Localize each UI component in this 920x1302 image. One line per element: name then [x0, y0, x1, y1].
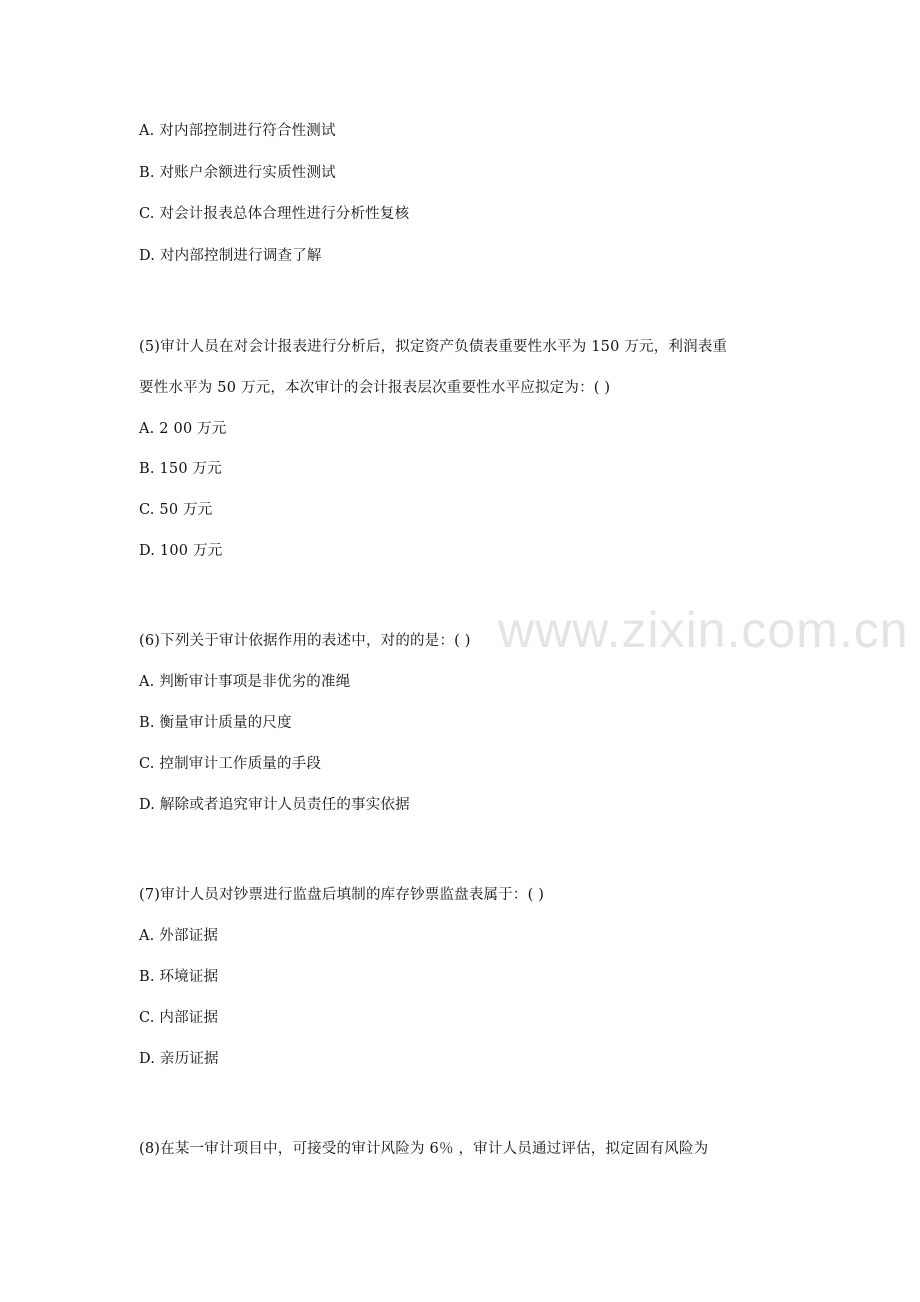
- q7-option-a: A. 外部证据: [139, 928, 219, 944]
- q5-stem-line2: 要性水平为 50 万元，本次审计的会计报表层次重要性水平应拟定为：( ): [139, 380, 611, 396]
- q5-option-a: A. 2 00 万元: [139, 421, 227, 437]
- q5-option-d: D. 100 万元: [139, 543, 223, 559]
- q6-option-c: C. 控制审计工作质量的手段: [139, 756, 322, 772]
- q6-option-b: B. 衡量审计质量的尺度: [139, 715, 292, 731]
- q5-option-b: B. 150 万元: [139, 461, 222, 477]
- q8-stem-line1: (8)在某一审计项目中，可接受的审计风险为 6％ ，审计人员通过评估，拟定固有风险为: [139, 1141, 709, 1157]
- q6-option-a: A. 判断审计事项是非优劣的准绳: [139, 674, 351, 690]
- q4-option-a: A. 对内部控制进行符合性测试: [139, 123, 336, 139]
- q5-option-c: C. 50 万元: [139, 502, 213, 518]
- q7-option-b: B. 环境证据: [139, 969, 219, 985]
- q4-option-d: D. 对内部控制进行调查了解: [139, 248, 322, 264]
- q4-option-b: B. 对账户余额进行实质性测试: [139, 165, 336, 181]
- q6-option-d: D. 解除或者追究审计人员责任的事实依据: [139, 797, 410, 813]
- q6-stem: (6)下列关于审计依据作用的表述中，对的的是：( ): [139, 633, 471, 649]
- q4-option-c: C. 对会计报表总体合理性进行分析性复核: [139, 206, 410, 222]
- q7-stem: (7)审计人员对钞票进行监盘后填制的库存钞票监盘表属于：( ): [139, 887, 545, 903]
- q5-stem-line1: (5)审计人员在对会计报表进行分析后，拟定资产负债表重要性水平为 150 万元，利润表重: [139, 339, 728, 355]
- watermark: www.zixin.com.cn: [498, 602, 909, 658]
- q7-option-d: D. 亲历证据: [139, 1051, 219, 1067]
- q7-option-c: C. 内部证据: [139, 1010, 219, 1026]
